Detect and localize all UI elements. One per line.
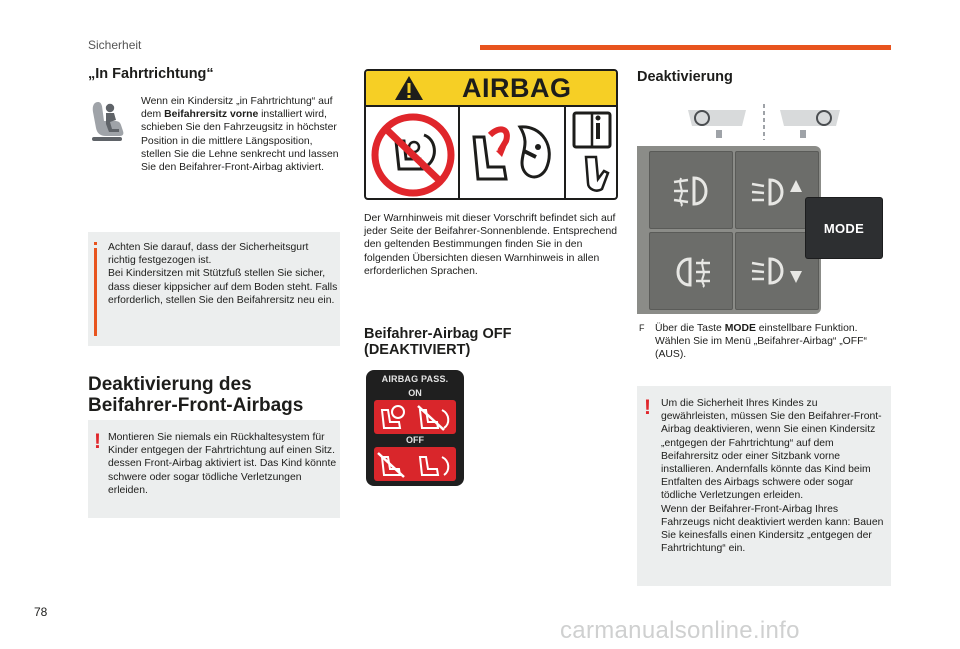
label-cell-deployment xyxy=(460,107,566,200)
panel-on-label: ON xyxy=(408,388,422,398)
label-cell-manual xyxy=(566,107,618,200)
info-icon xyxy=(94,242,97,338)
panel-off-label: OFF xyxy=(406,435,424,445)
warning-box-rear-facing xyxy=(88,420,340,518)
watermark: carmanualsonline.info xyxy=(560,617,800,644)
page-number: 78 xyxy=(34,605,48,619)
warning-text-deactivate: Um die Sicherheit Ihres Kindes zu gewährleisten, müssen Sie den Beifahrer-Front-Airbag deaktivieren, wenn Sie einen Kindersitz „entgegen der Fahrtrichtung“ auf dem Beifahrersitz oder einer Sitzbank vorne installieren. Andernfalls könnte das Kind beim Entfalten des Airbags schwere oder sogar tödliche Verletzungen erleiden. Wenn der Beifahrer-Front-Airbag Ihres Fahrzeugs nicht deaktiviert werden kann: Bauen Sie keinesfalls einen Kindersitz „entgegen der Fahrtrichtung“ ein. xyxy=(661,398,884,555)
airbag-off-icons xyxy=(374,447,456,481)
mode-instruction: Über die Taste MODE einstellbare Funktion. Wählen Sie im Menü „Beifahrer-Airbag“ „OFF“ (AUS). xyxy=(655,323,867,361)
airbag-pass-panel xyxy=(366,370,464,486)
rear-fog-icon xyxy=(650,233,734,311)
warning-box-deactivate xyxy=(637,386,891,586)
exclamation-icon: ! xyxy=(644,396,651,419)
label-band xyxy=(366,71,616,105)
front-fog-button[interactable] xyxy=(649,232,733,310)
info-text: Achten Sie darauf, dass der Sicherheitsgurt richtig festgezogen ist. Bei Kindersitzen mit Stützfuß stellen Sie sicher, dass dieser kippsicher auf dem Boden steht. Falls erforderlich, stellen Sie den Beifahrersitz neu ein. xyxy=(108,242,338,306)
passenger-off-heading xyxy=(364,327,511,358)
control-panel xyxy=(637,146,821,314)
mode-button-label: MODE xyxy=(823,221,865,236)
read-manual-icon xyxy=(566,107,618,200)
label-cell-prohibition xyxy=(366,107,460,200)
forward-heading: „In Fahrtrichtung“ xyxy=(88,66,214,82)
label-cells xyxy=(366,105,616,200)
info-box xyxy=(88,232,340,346)
passenger-off-heading-line2: (DEAKTIVIERT) xyxy=(364,341,471,358)
warning-triangle-icon xyxy=(394,75,424,101)
steering-position-icon xyxy=(684,100,844,144)
mode-button[interactable] xyxy=(806,198,882,258)
rear-fog-button[interactable] xyxy=(649,151,733,229)
exclamation-icon: ! xyxy=(94,430,101,453)
triangle-bullet-icon: F xyxy=(639,323,645,333)
header-rule xyxy=(480,45,891,50)
panel-off-row xyxy=(374,447,456,481)
forward-paragraph: Wenn ein Kindersitz „in Fahrtrichtung“ auf dem Beifahrersitz vorne installiert wird, schieben Sie den Fahrzeugsitz in höchster Position in die mittlere Längsposition, stellen Sie die Lehne senkrecht und lassen Sie den Beifahrer-Front-Airbag aktiviert. xyxy=(141,96,339,174)
label-title: AIRBAG xyxy=(462,73,572,103)
passenger-off-heading-line1: Beifahrer-Airbag OFF xyxy=(364,326,512,342)
no-rear-facing-seat-icon xyxy=(366,107,460,200)
front-fog-icon xyxy=(650,152,734,230)
panel-on-row xyxy=(374,400,456,434)
deactivation-heading: Deaktivierung xyxy=(637,69,733,85)
deactivation-front-heading: Deaktivierung des Beifahrer-Front-Airbags xyxy=(88,374,304,416)
panel-title: AIRBAG PASS. xyxy=(381,374,449,384)
child-seat-forward-icon xyxy=(88,98,128,144)
airbag-warning-label xyxy=(364,69,618,200)
warning-text-rear-facing: Montieren Sie niemals ein Rückhaltesystem für Kinder entgegen der Fahrtrichtung auf einen Sitz. dessen Front-Airbag aktiviert ist. Das Kind könnte schwere oder sogar tödliche Verletzungen erleiden. xyxy=(108,432,337,496)
airbag-deployment-icon xyxy=(460,107,566,200)
airbag-on-icons xyxy=(374,400,456,434)
label-description: Der Warnhinweis mit dieser Vorschrift befindet sich auf jeder Seite der Beifahrer-Sonnenblende. Entsprechend den geltenden Bestimmungen finden Sie in den folgenden Übersichten diesen Warnhinweis in allen erforderlichen Sprachen. xyxy=(364,213,618,277)
section-label: Sicherheit xyxy=(88,38,142,52)
